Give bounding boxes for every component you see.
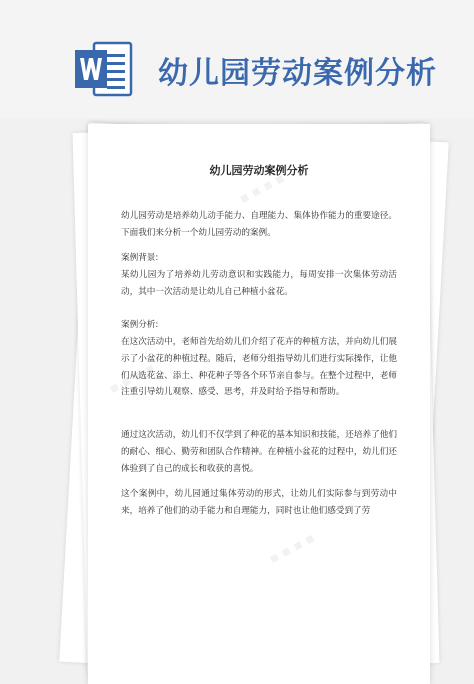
intro-paragraph: 幼儿园劳动是培养幼儿动手能力、自理能力、集体协作能力的重要途径。下面我们来分析一个幼儿园劳动的案例。 <box>121 211 397 238</box>
header-banner <box>0 0 474 118</box>
background-paragraph: 某幼儿园为了培养幼儿劳动意识和实践能力，每周安排一次集体劳动活动，其中一次活动是让幼儿自己种植小盆花。 <box>121 270 397 297</box>
analysis-paragraph: 在这次活动中，老师首先给幼儿们介绍了花卉的种植方法，并向幼儿们展示了小盆花的种植过程。随后，老师分组指导幼儿们进行实际操作，让他们从选花盆、添土、种花种子等各个环节亲自参与。在整个过程中，老师注重引导幼儿观察、感受、思考，并及时给予指导和帮助。 <box>121 337 397 398</box>
analysis-label: 案例分析: <box>121 320 159 330</box>
header-title: 幼儿园劳动案例分析 <box>158 56 437 91</box>
word-document-icon <box>74 40 134 98</box>
watermark: ■ ■ ■ ■ <box>268 532 318 566</box>
document-page <box>88 124 430 684</box>
background-label: 案例背景: <box>121 253 159 263</box>
watermark: ■ ■ ■ ■ <box>238 172 288 206</box>
document-title: 幼儿园劳动案例分析 <box>209 164 309 177</box>
watermark: ■ ■ ■ ■ <box>108 362 158 396</box>
result-paragraph: 通过这次活动，幼儿们不仅学到了种花的基本知识和技能，还培养了他们的耐心、细心、勤劳和团队合作精神。在种植小盆花的过程中，幼儿们还体验到了自己的成长和收获的喜悦。 <box>121 430 397 474</box>
conclusion-paragraph: 这个案例中，幼儿园通过集体劳动的形式，让幼儿们实际参与到劳动中来，培养了他们的动手能力和自理能力，同时也让他们感受到了劳 <box>121 489 397 516</box>
